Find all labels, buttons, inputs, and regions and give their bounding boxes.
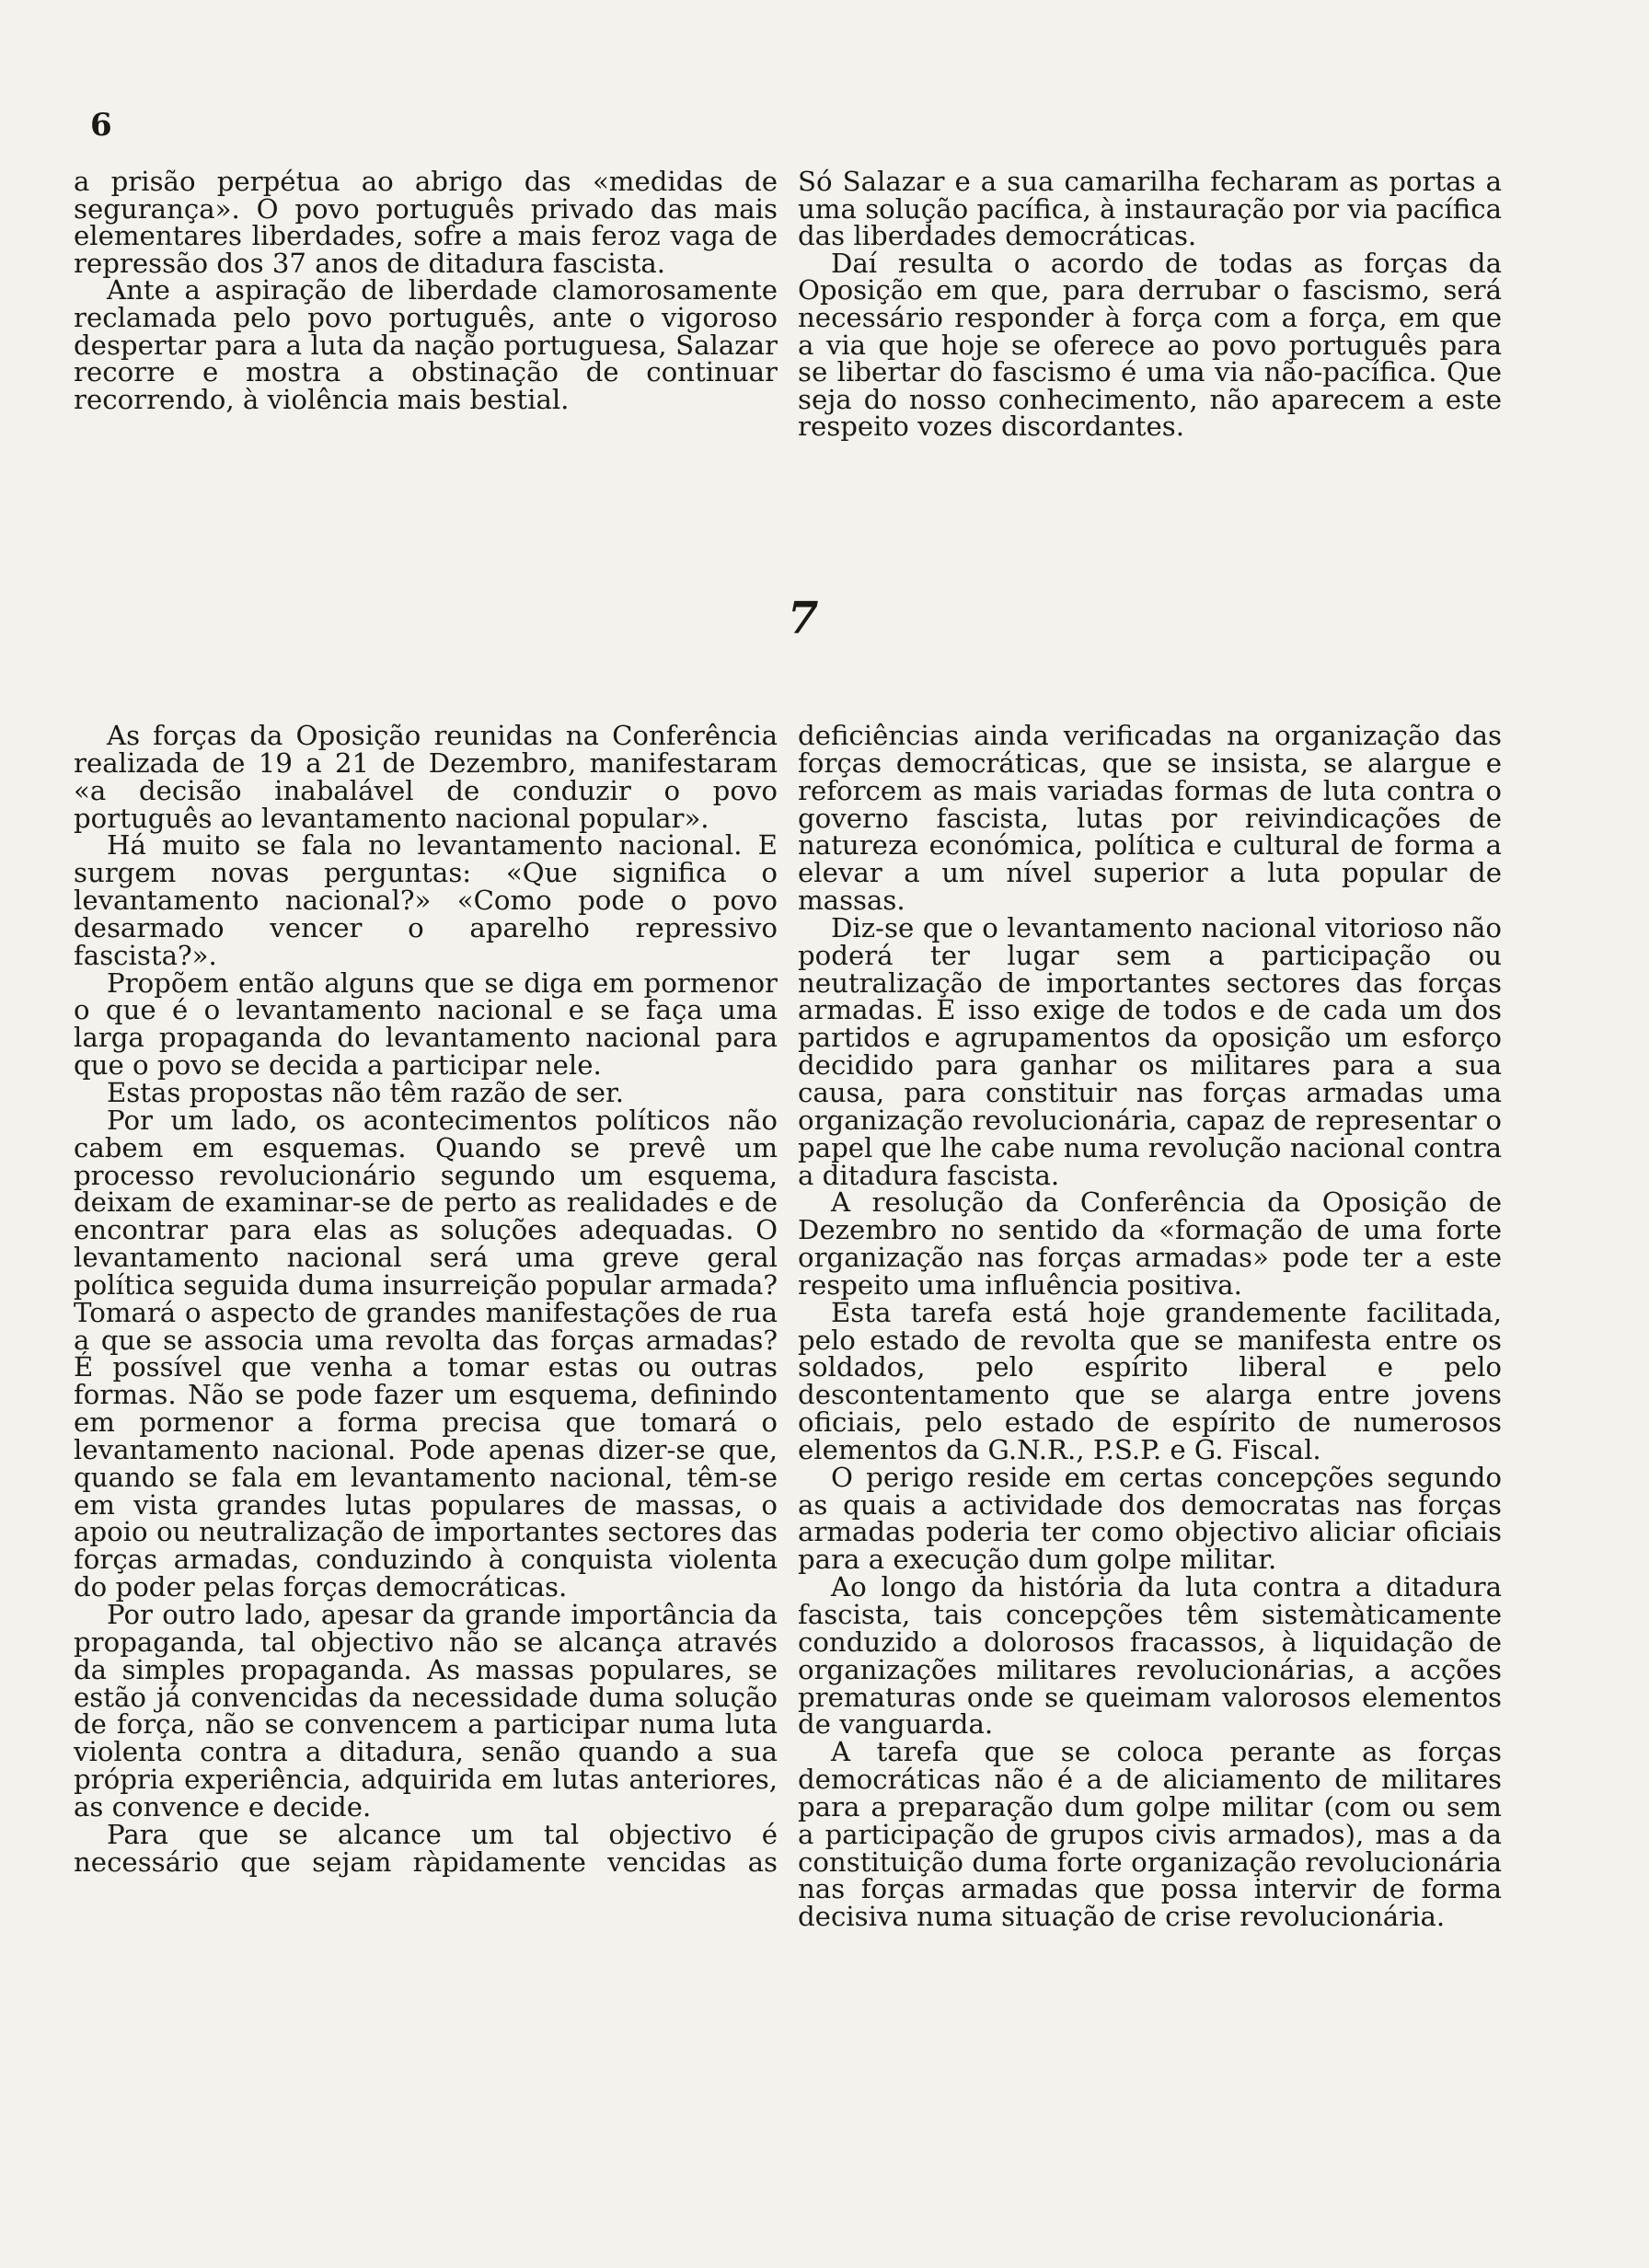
- paragraph: Há muito se fala no levantamento nacional. E surgem novas perguntas: «Que significa o levantamento nacional?» «Como pode o povo desarmado vencer o aparelho repressivo fascista?».: [74, 829, 778, 971]
- paragraph: A tarefa que se coloca perante as forças democráticas não é a de aliciamento de militares para a preparação dum golpe militar (com ou sem a participação de grupos civis armados), mas a da constituição duma forte organização revolucionária nas forças armadas que possa intervir de forma decisiva numa situação de crise revolucionária.: [798, 1736, 1502, 1933]
- section-6-right-column: [798, 168, 1502, 441]
- paragraph: a prisão perpétua ao abrigo das «medidas de segurança». O povo português privado das mais elementares liberdades, sofre a mais feroz vaga de repressão dos 37 anos de ditadura fascista.: [74, 166, 778, 279]
- paragraph: Propõem então alguns que se diga em pormenor o que é o levantamento nacional e se faça uma larga propaganda do levantamento nacional para que o povo se decida a participar nele.: [74, 966, 778, 1082]
- paragraph: Ante a aspiração de liberdade clamorosamente reclamada pelo povo português, ante o vigoroso despertar para a luta da nação portuguesa, Salazar recorre e mostra a obstinação de continuar recorrendo, à violência mais bestial.: [74, 274, 778, 415]
- paragraph: As forças da Oposição reunidas na Conferência realizada de 19 a 21 de Dezembro, manifestaram «a decisão inabalável de conduzir o povo português ao levantamento nacional popular».: [74, 720, 778, 834]
- paragraph: O perigo reside em certas concepções segundo as quais a actividade dos democratas nas forças armadas poderia ter como objectivo aliciar oficiais para a execução dum golpe militar.: [798, 1461, 1502, 1576]
- page-number: 6: [90, 107, 112, 144]
- paragraph: A resolução da Conferência da Oposição de Dezembro no sentido da «formação de uma forte organização nas forças armadas» pode ter a este respeito uma influência positiva.: [798, 1186, 1502, 1301]
- section-6-left-column: [74, 168, 778, 413]
- paragraph: deficiências ainda verificadas na organização das forças democráticas, que se insista, se alargue e reforcem as mais variadas formas de luta contra o governo fascista, lutas por reivindicações de natureza económica, política e cultural de forma a elevar a um nível superior a luta popular de massas.: [798, 720, 1502, 917]
- paragraph: Ao longo da história da luta contra a ditadura fascista, tais concepções têm sistemàticamente conduzido a dolorosos fracassos, à liquidação de organizações militares revolucionárias, a acções prematuras onde se queimam valorosos elementos de vanguarda.: [798, 1571, 1502, 1741]
- paragraph: Daí resulta o acordo de todas as forças da Oposição em que, para derrubar o fascismo, será necessário responder à força com a força, em que a via que hoje se oferece ao povo português para se libertar do fascismo é uma via não-pacífica. Que seja do nosso conhecimento, não aparecem a este respeito vozes discordantes.: [798, 247, 1502, 443]
- paragraph: Por outro lado, apesar da grande importância da propaganda, tal objectivo não se alcança através da simples propaganda. As massas populares, se estão já convencidas da necessidade duma solução de força, não se convencem a participar numa luta violenta contra a ditadura, senão quando a sua própria experiência, adquirida em lutas anteriores, as convence e decide.: [74, 1599, 778, 1822]
- paragraph: Diz-se que o levantamento nacional vitorioso não poderá ter lugar sem a participação ou neutralização de importantes sectores das forças armadas. E isso exige de todos e de cada um dos partidos e agrupamentos da oposição um esforço decidido para ganhar os militares para a sua causa, para constituir nas forças armadas uma organização revolucionária, capaz de representar o papel que lhe cabe numa revolução nacional contra a ditadura fascista.: [798, 911, 1502, 1191]
- section-7-right-column: [798, 720, 1502, 1933]
- paragraph: Para que se alcance um tal objectivo é necessário que sejam ràpidamente vencidas as: [74, 1818, 778, 1878]
- paragraph: Só Salazar e a sua camarilha fecharam as portas a uma solução pacífica, à instauração por via pacífica das liberdades democráticas.: [798, 166, 1502, 252]
- section-7-left-column: [74, 720, 778, 1878]
- paragraph: Por um lado, os acontecimentos políticos não cabem em esquemas. Quando se prevê um processo revolucionário segundo um esquema, deixam de examinar-se de perto as realidades e de encontrar para elas as soluções adequadas. O levantamento nacional será uma greve geral política seguida duma insurreição popular armada? Tomará o aspecto de grandes manifestações de rua a que se associa uma revolta das forças armadas? É possível que venha a tomar estas ou outras formas. Não se pode fazer um esquema, definindo em pormenor a forma precisa que tomará o levantamento nacional. Pode apenas dizer-se que, quando se fala em levantamento nacional, têm-se em vista grandes lutas populares de massas, o apoio ou neutralização de importantes sectores das forças armadas, conduzindo à conquista violenta do poder pelas forças democráticas.: [74, 1104, 778, 1603]
- section-number: 7: [788, 593, 819, 644]
- paragraph: Esta tarefa está hoje grandemente facilitada, pelo estado de revolta que se manifesta entre os soldados, pelo espírito liberal e pelo descontentamento que se alarga entre jovens oficiais, pelo estado de espírito de numerosos elementos da G.N.R., P.S.P. e G. Fiscal.: [798, 1296, 1502, 1465]
- paragraph: Estas propostas não têm razão de ser.: [107, 1076, 625, 1108]
